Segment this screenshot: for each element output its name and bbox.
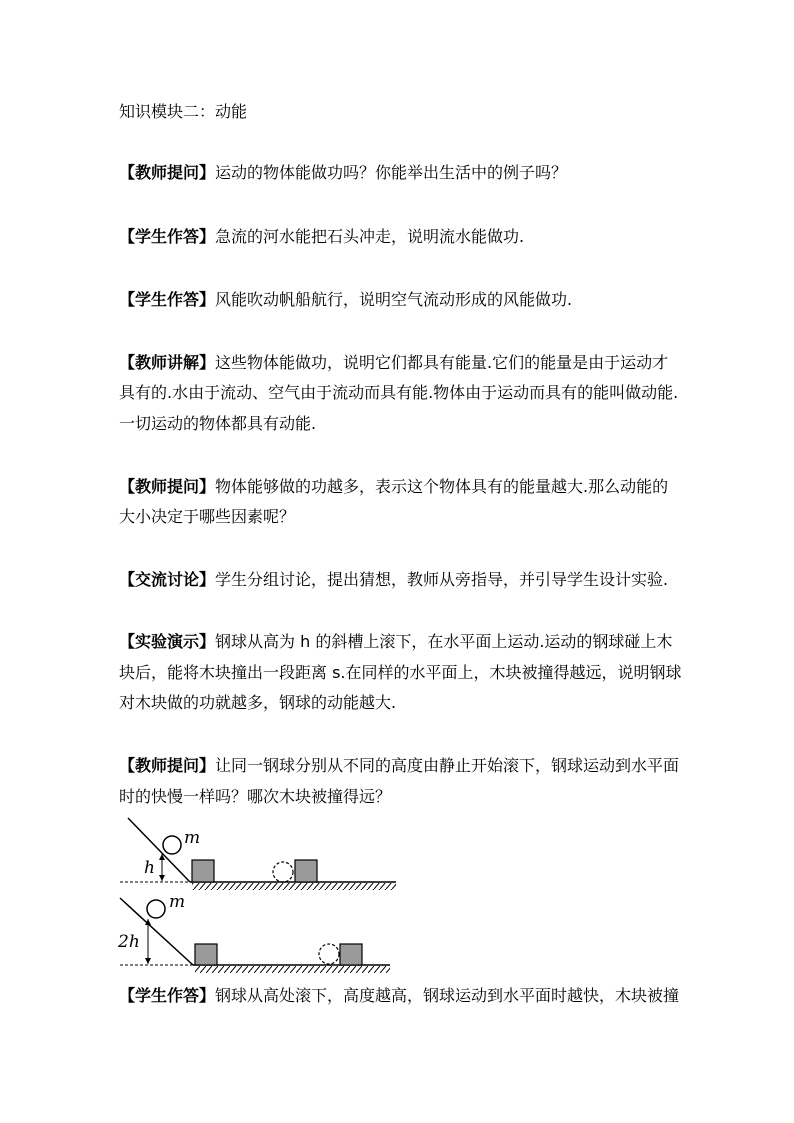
paragraph-text: 这些物体能做功，说明它们都具有能量.它们的能量是由于运动才 (215, 353, 669, 372)
top-setup (120, 818, 396, 890)
paragraph-text: 一切运动的物体都具有动能. (119, 414, 317, 433)
paragraph-text: 运动的物体能做功吗？你能举出生活中的例子吗？ (215, 163, 568, 182)
paragraph-text: 对木块做的功就越多，钢球的动能越大. (119, 693, 397, 712)
experiment-figure (110, 812, 400, 977)
paragraph-text: 块后，能将木块撞出一段距离 s.在同样的水平面上，木块被撞得越远，说明钢球 (119, 663, 682, 682)
paragraph-tag: 【教师讲解】 (119, 353, 216, 372)
paragraph-line (119, 226, 524, 248)
paragraph-text: 风能吹动帆船航行，说明空气流动形成的风能做功. (215, 290, 573, 309)
wood-block (192, 860, 214, 882)
paragraph-text: 学生分组讨论，提出猜想，教师从旁指导，并引导学生设计实验. (215, 570, 669, 589)
paragraph-tag: 【教师提问】 (119, 163, 216, 182)
mass-label: m (184, 828, 201, 848)
paragraph-line (119, 755, 679, 777)
paragraph-text: 钢球从高处滚下，高度越高，钢球运动到水平面时越快，木块被撞 (215, 986, 680, 1005)
ground-hatch (192, 883, 396, 890)
ball-ghost (319, 944, 339, 964)
paragraph-text: 物体能够做的功越多，表示这个物体具有的能量越大.那么动能的 (215, 477, 669, 496)
arrow-head-down (159, 875, 165, 881)
ramp (128, 818, 190, 882)
paragraph-line (119, 985, 679, 1007)
paragraph-line (119, 476, 668, 498)
paragraph-line (119, 352, 668, 374)
paragraph-text: 急流的河水能把石头冲走，说明流水能做功. (215, 227, 525, 246)
arrow-head-down (145, 958, 151, 964)
paragraph-tag: 【学生作答】 (119, 986, 216, 1005)
paragraph-line (119, 631, 672, 653)
steel-ball (147, 900, 165, 918)
paragraph-tag: 【学生作答】 (119, 290, 216, 309)
paragraph-text: 具有的.水由于流动、空气由于流动而具有能.物体由于运动而具有的能叫做动能. (119, 383, 679, 402)
height-label: 2h (118, 932, 140, 952)
ground-hatch (195, 966, 390, 973)
paragraph-tag: 【教师提问】 (119, 477, 216, 496)
module-title: 知识模块二：动能 (119, 102, 248, 121)
paragraph-text: 让同一钢球分别从不同的高度由静止开始滚下，钢球运动到水平面 (215, 756, 680, 775)
paragraph-text: 时的快慢一样吗？哪次木块被撞得远？ (119, 787, 392, 806)
paragraph-line (119, 162, 567, 184)
wood-block (195, 944, 217, 965)
paragraph-tag: 【实验演示】 (119, 632, 216, 651)
mass-label: m (169, 892, 186, 912)
paragraph-tag: 【教师提问】 (119, 756, 216, 775)
paragraph-tag: 【交流讨论】 (119, 570, 216, 589)
paragraph-line (119, 289, 572, 311)
paragraph-line (119, 569, 668, 591)
bottom-setup (117, 892, 390, 973)
height-label: h (144, 858, 155, 878)
steel-ball (163, 836, 181, 854)
wood-block-moved (295, 860, 317, 882)
ball-ghost (273, 862, 293, 882)
wood-block-moved (340, 944, 362, 965)
paragraph-text: 钢球从高为 h 的斜槽上滚下，在水平面上运动.运动的钢球碰上木 (215, 632, 673, 651)
paragraph-tag: 【学生作答】 (119, 227, 216, 246)
paragraph-text: 大小决定于哪些因素呢？ (119, 507, 296, 526)
